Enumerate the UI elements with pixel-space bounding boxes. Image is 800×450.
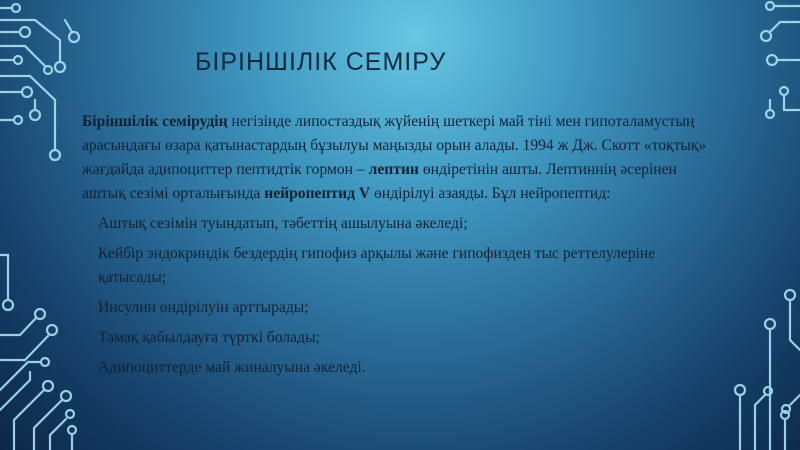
slide-body bbox=[82, 110, 722, 380]
bullet-text: Тамақ қабылдауға түрткі болады; bbox=[98, 329, 320, 346]
bullet-item bbox=[82, 242, 722, 290]
intro-paragraph bbox=[82, 110, 722, 206]
bullet-text: Кейбір эндокриндік бездердің гипофиз арқылы және гипофизден тыс реттелулеріне қатысады; bbox=[98, 245, 656, 286]
intro-bold-term: нейропептид V bbox=[264, 185, 371, 202]
circuit-right-bottom bbox=[735, 290, 800, 450]
intro-text: өндіретінін ашты. Лептиннің әсерінен аштық сезімі орталығында bbox=[82, 161, 677, 202]
intro-text: өндірілуі азаяды. Бұл нейропептид: bbox=[370, 185, 611, 202]
bullet-list bbox=[82, 212, 722, 380]
circuit-left-top bbox=[0, 4, 79, 160]
circuit-right-top bbox=[761, 2, 800, 118]
bullet-item bbox=[82, 326, 722, 350]
intro-text: негізінде липостаздық жүйенің шеткері май тіні мен гипоталамустың арасындағы өзара қатынастардың бұзылуы маңызды орын алады. 1994 ж Дж. Скотт «тоқтық» жағдайда адипоциттер пептидтік гормон – bbox=[82, 113, 707, 178]
intro-bold-term: Біріншілік семірудің bbox=[82, 113, 228, 130]
intro-bold-term: лептин bbox=[368, 161, 419, 178]
circuit-left-bottom bbox=[0, 255, 76, 450]
bullet-item bbox=[82, 296, 722, 320]
bullet-text: Адипоциттерде май жиналуына әкеледі. bbox=[98, 359, 366, 376]
slide-title: БІРІНШІЛІК СЕМІРУ bbox=[195, 48, 447, 76]
bullet-text: Инсулин өндірілуін арттырады; bbox=[98, 299, 309, 316]
bullet-text: Аштық сезімін туындатып, тәбеттің ашылуына әкеледі; bbox=[98, 215, 468, 232]
bullet-item bbox=[82, 356, 722, 380]
bullet-item bbox=[82, 212, 722, 236]
